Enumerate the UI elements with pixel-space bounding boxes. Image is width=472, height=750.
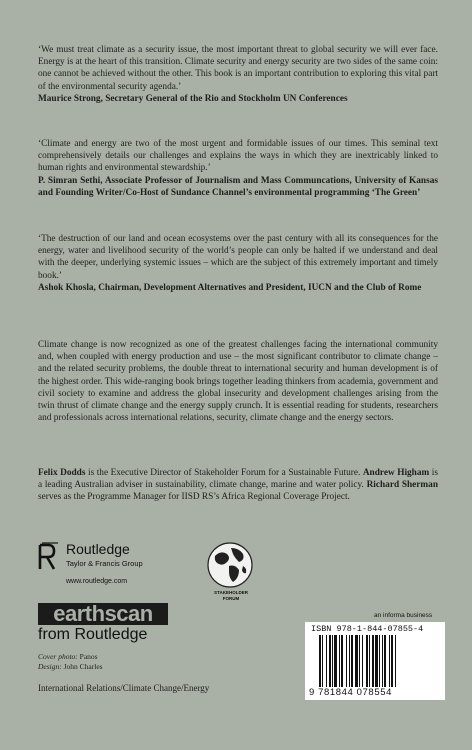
barcode-bar [372, 635, 374, 687]
description-text: Climate change is now recognized as one of the greatest challenges facing the international community and, when coupled with energy production and use – the most significant contributor to climate change – and the related security problems, the double threat to international security and human development is of the highest order. This wide-ranging book brings together leading thinkers from academia, government and civil society to examine and address the global insecurity and development challenges arising from the twin thrust of climate change and the energy supply crunch. It is essential reading for students, researchers and professionals across international relations, security, climate change and the energy sectors. [38, 340, 438, 424]
quote-attribution: P. Simran Sethi, Associate Professor of Journalism and Mass Communcations, University of Kansas and Founding Writer/Co-Host of Sundance Channel’s environmental programming ‘The Green’ [38, 175, 438, 198]
informa-tag: an informa business [374, 612, 433, 619]
endorsement-quote [38, 44, 438, 105]
quote-attribution: Maurice Strong, Secretary General of the Rio and Stockholm UN Conferences [38, 93, 348, 104]
quote-attribution: Ashok Khosla, Chairman, Development Alternatives and President, IUCN and the Club of Rome [38, 282, 422, 293]
publisher-group: Taylor & Francis Group [66, 559, 143, 568]
barcode-bar [375, 635, 378, 687]
barcode-bar [334, 635, 337, 687]
imprint-from: from Routledge [38, 626, 148, 643]
barcode-bar [339, 635, 340, 687]
barcode-bar [395, 635, 396, 687]
publisher-url: www.routledge.com [66, 578, 128, 585]
barcode-bar [369, 635, 370, 687]
partner-line-1: STAKEHOLDER [214, 590, 248, 595]
barcode-bar [319, 635, 321, 687]
author-bio-text [38, 467, 438, 504]
author-name: Felix Dodds [38, 468, 86, 478]
author-bio: is the Executive Director of Stakeholder Forum for a Sustainable Future. [85, 468, 363, 478]
book-description [38, 339, 438, 424]
barcode-bar [384, 635, 386, 687]
barcode-bar [346, 635, 347, 687]
endorsement-quote [38, 233, 438, 294]
credit-value: Panos [77, 652, 98, 661]
barcode-bar [326, 635, 327, 687]
barcode-bar [349, 635, 350, 687]
credit-label: Design: [38, 662, 62, 671]
barcode-bar [362, 635, 363, 687]
barcode-bar [332, 635, 333, 687]
cover-photo-credit [38, 652, 103, 662]
barcode-bar [379, 635, 380, 687]
subject-category: International Relations/Climate Change/Energy [38, 683, 210, 693]
earthscan-logo-text: earthscan [53, 601, 153, 626]
barcode-bar [341, 635, 343, 687]
stakeholder-forum-label [206, 590, 256, 602]
author-name: Andrew Higham [362, 468, 430, 478]
publisher-name: Routledge [66, 541, 130, 557]
quote-text: ‘The destruction of our land and ocean ecosystems over the past century with all its consequences for the energy, water and livelihood security of the world’s people can only be halted if we understand and deal with the deeper, underlying systemic issues – which are the subject of this extremely important and timely book.’ [38, 234, 438, 281]
barcode-bar [391, 635, 393, 687]
cover-credits [38, 652, 103, 672]
quote-text: ‘Climate and energy are two of the most urgent and formidable issues of our times. This seminal text comprehensively details our challenges and explains the ways in which they are inextricably linked to human rights and environmental stewardship.’ [38, 139, 438, 174]
ean-digits: 9 781844 078554 [309, 687, 392, 698]
quote-text: ‘We must treat climate as a security issue, the most important threat to global security we will ever face. Energy is at the heart of this transition. Climate security and energy security are two sides of the same coin: one cannot be achieved without the other. This book is an important contribution to exploring this vital part of the environmental security agenda.’ [38, 45, 438, 92]
barcode-icon [318, 635, 438, 687]
barcode-bar [382, 635, 383, 687]
routledge-logo [38, 541, 188, 601]
author-bios [38, 467, 438, 504]
design-credit [38, 662, 103, 672]
barcode-bar [389, 635, 390, 687]
endorsement-quote [38, 138, 438, 199]
barcode-bar [322, 635, 323, 687]
author-name: Richard Sherman [366, 480, 438, 491]
author-bio: is a leading Australian adviser in sustainability, climate change, marine and water policy. [38, 468, 438, 491]
credit-label: Cover photo: [38, 652, 78, 661]
isbn-text: ISBN 978-1-844-07855-4 [311, 624, 424, 634]
barcode-bar [351, 635, 353, 687]
partner-line-2: FORUM [222, 596, 240, 601]
credit-value: John Charles [61, 662, 103, 671]
routledge-r-icon [38, 541, 60, 571]
barcode-bar [329, 635, 331, 687]
author-bio: serves as the Programme Manager for IISD RS’s Africa Regional Coverage Project. [38, 492, 350, 503]
stakeholder-forum-globe-icon [205, 540, 255, 590]
barcode-bar [355, 635, 358, 687]
barcode-bar [359, 635, 360, 687]
barcode-bar [366, 635, 368, 687]
